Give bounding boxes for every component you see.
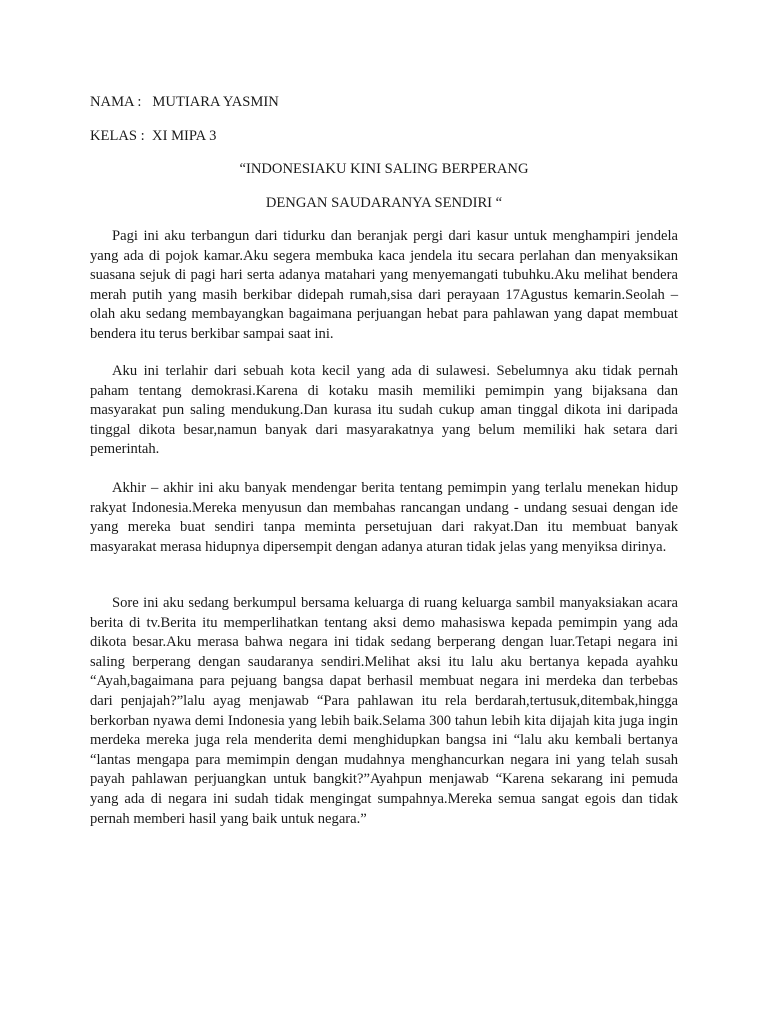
paragraph-3: Akhir – akhir ini aku banyak mendengar berita tentang pemimpin yang terlalu menekan hidup rakyat Indonesia.Mereka menyusun dan membahas rancangan undang - undang sesuai dengan ide yang mereka buat sendiri tanpa meminta persetujuan dari rakyat.Dan itu membuat banyak masyarakat merasa hidupnya dipersempit dengan adanya aturan tidak jelas yang menyiksa dirinya. [90, 480, 678, 555]
essay-title-line-1: “INDONESIAKU KINI SALING BERPERANG [239, 161, 529, 177]
paragraph-1: Pagi ini aku terbangun dari tidurku dan beranjak pergi dari kasur untuk menghampiri jendela yang ada di pojok kamar.Aku segera membuka kaca jendela itu secara perlahan dan menyaksikan suasana sejuk di pagi hari serta adanya matahari yang menyemangati tubuhku.Aku melihat bendera merah putih yang masih berkibar didepah rumah,sisa dari perayaan 17Agustus kemarin.Seolah – olah aku sedang membayangkan bagaimana perjuangan hebat para pahlawan yang dapat membuat bendera itu terus berkibar sampai saat ini. [90, 228, 678, 342]
student-name-line: NAMA : MUTIARA YASMIN [90, 94, 279, 110]
paragraph-4: Sore ini aku sedang berkumpul bersama keluarga di ruang keluarga sambil manyaksiakan acara berita di tv.Berita itu memperlihatkan tentang aksi demo mahasiswa kepada pemimpin yang ada dikota besar.Aku merasa bahwa negara ini tidak sedang berperang dengan luar.Tetapi negara ini saling berperang dengan saudaranya sendiri.Melihat aksi itu lalu aku bertanya kepada ayahku “Ayah,bagaimana para pejuang bangsa dapat berhasil membuat negara ini merdeka dan terbebas dari penjajah?”lalu ayag menjawab “Para pahlawan itu rela berdarah,tertusuk,ditembak,hingga berkorban nyawa demi Indonesia yang lebih baik.Selama 300 tahun lebih kita dijajah kita juga ingin merdeka mereka juga rela menderita demi menghidupkan bangsa ini “lalu aku kembali bertanya “lantas mengapa para memimpin dengan mudahnya menghancurkan negara ini yang telah susah payah pahlawan perjuangkan untuk bangkit?”Ayahpun menjawab “Karena sekarang ini pemuda yang ada di negara ini sudah tidak mengingat sumpahnya.Mereka semua sangat egois dan tidak pernah memberi hasil yang baik untuk negara.” [90, 595, 678, 827]
student-class-line: KELAS : XI MIPA 3 [90, 128, 217, 144]
essay-title-line-2: DENGAN SAUDARANYA SENDIRI “ [265, 195, 503, 211]
paragraph-2: Aku ini terlahir dari sebuah kota kecil yang ada di sulawesi. Sebelumnya aku tidak pernah paham tentang demokrasi.Karena di kotaku masih memiliki pemimpin yang bijaksana dan masyarakat pun saling mendukung.Dan kurasa itu sudah cukup aman tinggal dikota ini daripada tinggal dikota besar,namun banyak dari masyarakatnya yang belum memiliki hak setara dari pemerintah. [90, 363, 678, 458]
